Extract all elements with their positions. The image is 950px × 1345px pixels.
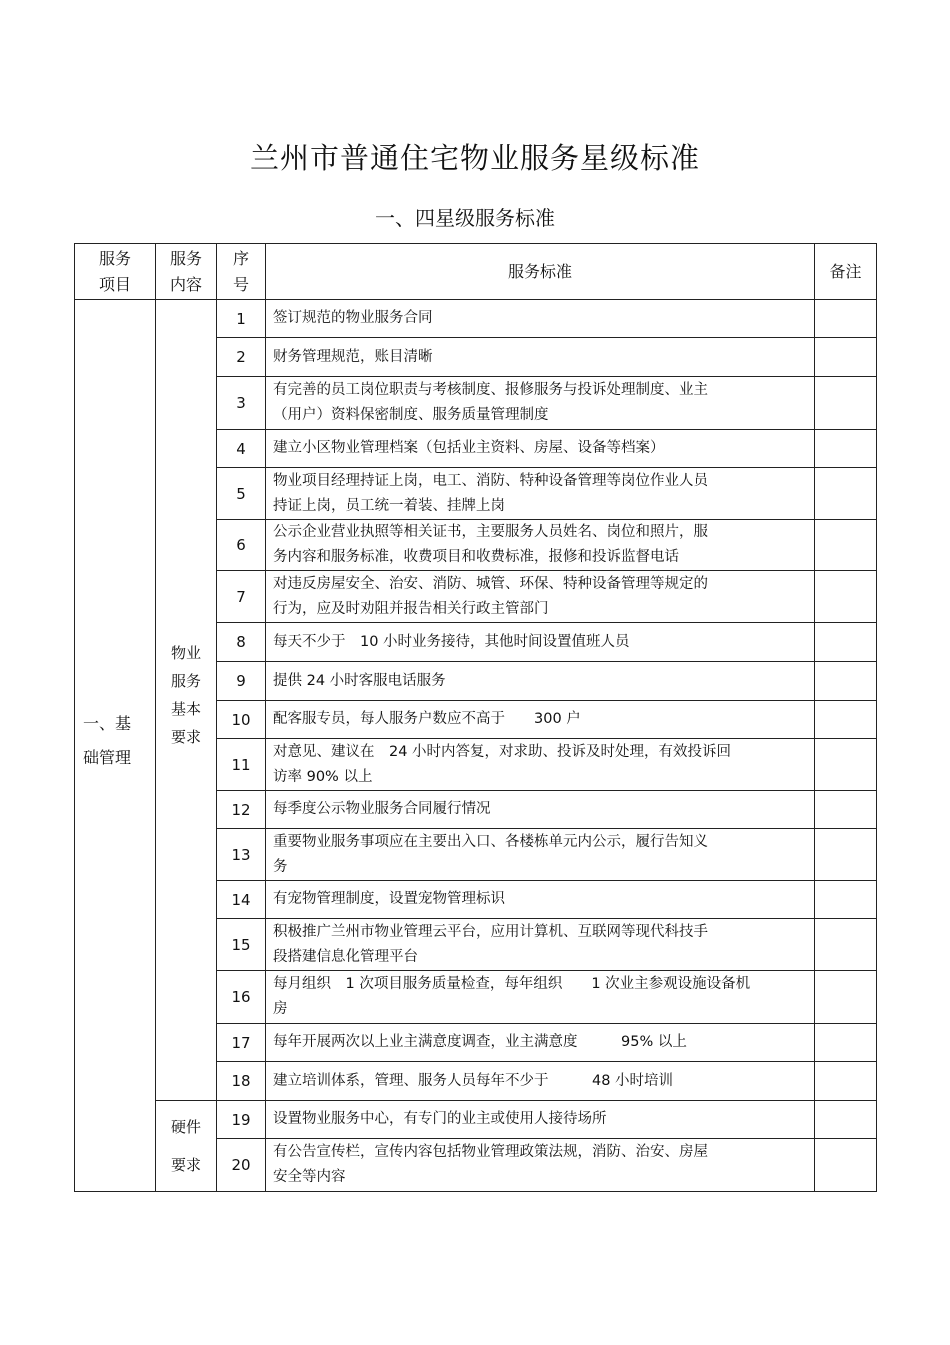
row-number: 11 — [217, 739, 266, 791]
row-note — [815, 919, 877, 971]
row-note — [815, 881, 877, 919]
row-number: 20 — [217, 1139, 266, 1192]
row-number: 16 — [217, 971, 266, 1024]
row-note — [815, 520, 877, 571]
row-note — [815, 1101, 877, 1139]
row-standard-text: 重要物业服务事项应在主要出入口、各楼栋单元内公示，履行告知义 务 — [266, 829, 815, 881]
row-note — [815, 300, 877, 338]
row-standard-text: 每季度公示物业服务合同履行情况 — [266, 791, 815, 829]
table-row — [75, 1101, 877, 1139]
row-standard-text: 对违反房屋安全、治安、消防、城管、环保、特种设备管理等规定的 行为，应及时劝阻并报告相关行政主管部门 — [266, 571, 815, 623]
row-note — [815, 701, 877, 739]
row-number: 6 — [217, 520, 266, 571]
row-note — [815, 1062, 877, 1101]
row-standard-text: 配客服专员，每人服务户数应不高于 300 户 — [266, 701, 815, 739]
row-note — [815, 623, 877, 662]
row-number: 3 — [217, 377, 266, 430]
row-number: 1 — [217, 300, 266, 338]
header-standard: 服务标准 — [266, 244, 815, 300]
row-note — [815, 338, 877, 377]
row-number: 8 — [217, 623, 266, 662]
row-note — [815, 662, 877, 701]
row-note — [815, 468, 877, 520]
row-number: 5 — [217, 468, 266, 520]
row-note — [815, 377, 877, 430]
row-note — [815, 430, 877, 468]
row-note — [815, 971, 877, 1024]
standards-table — [74, 243, 877, 1192]
header-service-item: 服务 项目 — [75, 244, 156, 300]
row-standard-text: 有完善的员工岗位职责与考核制度、报修服务与投诉处理制度、业主 （用户）资料保密制度、服务质量管理制度 — [266, 377, 815, 430]
header-note: 备注 — [815, 244, 877, 300]
table-row — [75, 300, 877, 338]
row-standard-text: 有公告宣传栏，宣传内容包括物业管理政策法规，消防、治安、房屋 安全等内容 — [266, 1139, 815, 1192]
row-note — [815, 571, 877, 623]
row-standard-text: 有宠物管理制度，设置宠物管理标识 — [266, 881, 815, 919]
row-standard-text: 公示企业营业执照等相关证书，主要服务人员姓名、岗位和照片，服 务内容和服务标准，收费项目和收费标准，报修和投诉监督电话 — [266, 520, 815, 571]
row-standard-text: 每年开展两次以上业主满意度调查，业主满意度 95% 以上 — [266, 1024, 815, 1062]
row-standard-text: 每天不少于 10 小时业务接待，其他时间设置值班人员 — [266, 623, 815, 662]
service-item-cell: 一、基 础管理 — [75, 300, 156, 1192]
row-standard-text: 积极推广兰州市物业管理云平台，应用计算机、互联网等现代科技手 段搭建信息化管理平台 — [266, 919, 815, 971]
row-number: 12 — [217, 791, 266, 829]
content-group-hardware: 硬件 要求 — [156, 1101, 217, 1192]
row-standard-text: 提供 24 小时客服电话服务 — [266, 662, 815, 701]
row-standard-text: 建立培训体系，管理、服务人员每年不少于 48 小时培训 — [266, 1062, 815, 1101]
content-group-basic: 物业 服务 基本 要求 — [156, 300, 217, 1101]
row-number: 9 — [217, 662, 266, 701]
header-seq: 序 号 — [217, 244, 266, 300]
row-number: 17 — [217, 1024, 266, 1062]
row-number: 19 — [217, 1101, 266, 1139]
row-number: 7 — [217, 571, 266, 623]
row-standard-text: 每月组织 1 次项目服务质量检查，每年组织 1 次业主参观设施设备机 房 — [266, 971, 815, 1024]
row-number: 18 — [217, 1062, 266, 1101]
row-number: 10 — [217, 701, 266, 739]
row-number: 14 — [217, 881, 266, 919]
row-standard-text: 财务管理规范，账目清晰 — [266, 338, 815, 377]
row-standard-text: 建立小区物业管理档案（包括业主资料、房屋、设备等档案） — [266, 430, 815, 468]
row-standard-text: 签订规范的物业服务合同 — [266, 300, 815, 338]
row-number: 15 — [217, 919, 266, 971]
row-note — [815, 791, 877, 829]
row-number: 4 — [217, 430, 266, 468]
row-number: 13 — [217, 829, 266, 881]
header-service-content: 服务 内容 — [156, 244, 217, 300]
row-note — [815, 1139, 877, 1192]
row-note — [815, 1024, 877, 1062]
row-note — [815, 829, 877, 881]
row-standard-text: 对意见、建议在 24 小时内答复，对求助、投诉及时处理，有效投诉回 访率 90% 以上 — [266, 739, 815, 791]
row-standard-text: 物业项目经理持证上岗，电工、消防、特种设备管理等岗位作业人员 持证上岗，员工统一着装、挂牌上岗 — [266, 468, 815, 520]
section-subtitle: 一、四星级服务标准 — [375, 206, 555, 230]
document-title: 兰州市普通住宅物业服务星级标准 — [249, 141, 700, 175]
row-standard-text: 设置物业服务中心，有专门的业主或使用人接待场所 — [266, 1101, 815, 1139]
row-number: 2 — [217, 338, 266, 377]
row-note — [815, 739, 877, 791]
